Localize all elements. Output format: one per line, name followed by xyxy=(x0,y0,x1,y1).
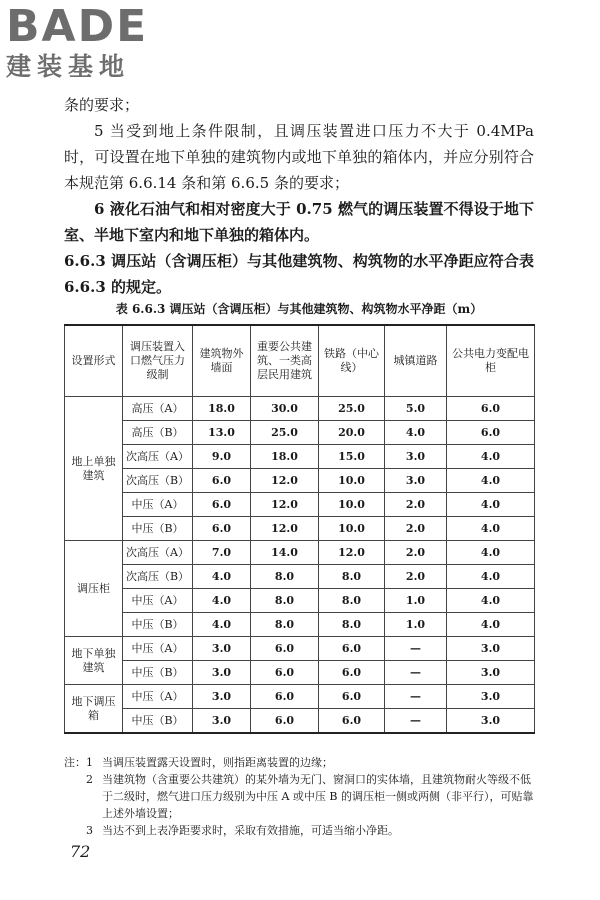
distance-cell: — xyxy=(385,709,447,734)
distance-cell: 4.0 xyxy=(193,613,251,637)
pressure-class-cell: 中压（A） xyxy=(123,637,193,661)
pressure-class-cell: 高压（B） xyxy=(123,421,193,445)
distance-cell: 4.0 xyxy=(193,589,251,613)
distance-cell: 4.0 xyxy=(447,589,535,613)
distance-cell: 8.0 xyxy=(319,613,385,637)
logo-subtitle: 建装基地 xyxy=(6,52,131,81)
distance-cell: — xyxy=(385,661,447,685)
distance-cell: 20.0 xyxy=(319,421,385,445)
note-text: 当达不到上表净距要求时，采取有效措施，可适当缩小净距。 xyxy=(102,824,399,837)
distance-cell: 3.0 xyxy=(385,445,447,469)
table-row xyxy=(65,589,535,613)
note-text: 当建筑物（含重要公共建筑）的某外墙为无门、窗洞口的实体墙，且建筑物耐火等级不低于二级时，燃气进口压力级别为中压 A 或中压 B 的调压柜一侧或两侧（非平行），可贴靠上述外墙设置； xyxy=(102,773,534,820)
table-row xyxy=(65,661,535,685)
table-row xyxy=(65,493,535,517)
pressure-class-cell: 中压（A） xyxy=(123,493,193,517)
distance-cell: 8.0 xyxy=(319,565,385,589)
distance-cell: 10.0 xyxy=(319,493,385,517)
pressure-class-cell: 中压（B） xyxy=(123,709,193,734)
distance-cell: — xyxy=(385,637,447,661)
group-form-cell: 地上单独建筑 xyxy=(65,397,123,541)
distance-cell: 13.0 xyxy=(193,421,251,445)
note-item xyxy=(64,822,534,839)
note-text: 当调压装置露天设置时，则指距离装置的边缘； xyxy=(102,756,333,769)
pressure-class-cell: 中压（A） xyxy=(123,685,193,709)
distance-cell: 7.0 xyxy=(193,541,251,565)
distance-cell: 18.0 xyxy=(193,397,251,421)
distance-cell: 4.0 xyxy=(447,445,535,469)
distance-cell: 8.0 xyxy=(251,565,319,589)
logo xyxy=(6,1,186,82)
distance-cell: 12.0 xyxy=(251,469,319,493)
group-form-cell: 地下调压箱 xyxy=(65,685,123,734)
table-header-row xyxy=(65,325,535,397)
distance-cell: 12.0 xyxy=(251,493,319,517)
table-row xyxy=(65,421,535,445)
pressure-class-cell: 次高压（B） xyxy=(123,565,193,589)
pressure-class-cell: 高压（A） xyxy=(123,397,193,421)
paragraph-clause-6-6-3: 6.6.3 调压站（含调压柜）与其他建筑物、构筑物的水平净距应符合表 6.6.3 的规定。 xyxy=(64,252,534,296)
distance-cell: 3.0 xyxy=(193,685,251,709)
note-number: 2 xyxy=(86,773,93,786)
page-number: 72 xyxy=(70,842,91,861)
distance-cell: 4.0 xyxy=(447,541,535,565)
distance-cell: 4.0 xyxy=(447,565,535,589)
distance-cell: 3.0 xyxy=(193,709,251,734)
distance-cell: 3.0 xyxy=(193,661,251,685)
logo-wordmark: BADE xyxy=(6,1,149,52)
group-form-cell: 调压柜 xyxy=(65,541,123,637)
distance-cell: 3.0 xyxy=(385,469,447,493)
table-row xyxy=(65,445,535,469)
distance-cell: 2.0 xyxy=(385,493,447,517)
distance-cell: 4.0 xyxy=(193,565,251,589)
group-form-cell: 地下单独建筑 xyxy=(65,637,123,685)
header-cell: 公共电力变配电柜 xyxy=(447,325,535,397)
note-item xyxy=(64,771,534,822)
distance-cell: 6.0 xyxy=(193,493,251,517)
table-row xyxy=(65,517,535,541)
distance-cell: 2.0 xyxy=(385,541,447,565)
note-item xyxy=(64,754,534,771)
distance-cell: 12.0 xyxy=(319,541,385,565)
distance-cell: 8.0 xyxy=(251,589,319,613)
header-cell: 建筑物外墙面 xyxy=(193,325,251,397)
distance-cell: 14.0 xyxy=(251,541,319,565)
distance-cell: 3.0 xyxy=(447,709,535,734)
paragraph-continuation: 条的要求； xyxy=(64,96,140,114)
header-cell: 铁路（中心线） xyxy=(319,325,385,397)
distance-cell: 6.0 xyxy=(319,685,385,709)
distance-cell: 6.0 xyxy=(319,637,385,661)
table-row xyxy=(65,541,535,565)
distance-cell: 4.0 xyxy=(447,517,535,541)
table-row xyxy=(65,685,535,709)
distance-cell: 6.0 xyxy=(251,661,319,685)
distance-cell: 1.0 xyxy=(385,589,447,613)
distance-cell: 15.0 xyxy=(319,445,385,469)
distance-cell: 5.0 xyxy=(385,397,447,421)
distance-cell: 25.0 xyxy=(251,421,319,445)
distance-cell: 4.0 xyxy=(447,469,535,493)
distance-cell: 30.0 xyxy=(251,397,319,421)
table-notes xyxy=(64,754,534,839)
table-row xyxy=(65,637,535,661)
pressure-class-cell: 中压（B） xyxy=(123,661,193,685)
distance-cell: 2.0 xyxy=(385,565,447,589)
distance-cell: 6.0 xyxy=(447,397,535,421)
distance-cell: 6.0 xyxy=(251,637,319,661)
distance-cell: 25.0 xyxy=(319,397,385,421)
distance-cell: — xyxy=(385,685,447,709)
distance-cell: 6.0 xyxy=(319,709,385,734)
distance-cell: 6.0 xyxy=(447,421,535,445)
distance-cell: 9.0 xyxy=(193,445,251,469)
distance-cell: 4.0 xyxy=(447,613,535,637)
distance-cell: 6.0 xyxy=(193,469,251,493)
table-row xyxy=(65,469,535,493)
paragraph-item-6: 6 液化石油气和相对密度大于 0.75 燃气的调压装置不得设于地下室、半地下室内和地下单独的箱体内。 xyxy=(64,200,534,244)
distance-cell: 8.0 xyxy=(251,613,319,637)
pressure-class-cell: 中压（B） xyxy=(123,613,193,637)
distance-cell: 10.0 xyxy=(319,517,385,541)
table-row xyxy=(65,709,535,734)
pressure-class-cell: 次高压（A） xyxy=(123,445,193,469)
pressure-class-cell: 中压（A） xyxy=(123,589,193,613)
table-row xyxy=(65,397,535,421)
header-cell: 城镇道路 xyxy=(385,325,447,397)
distance-cell: 3.0 xyxy=(447,685,535,709)
note-number: 3 xyxy=(86,824,93,837)
distance-cell: 2.0 xyxy=(385,517,447,541)
header-cell: 设置形式 xyxy=(65,325,123,397)
distance-cell: 12.0 xyxy=(251,517,319,541)
distance-cell: 18.0 xyxy=(251,445,319,469)
header-cell: 重要公共建筑、一类高层民用建筑 xyxy=(251,325,319,397)
table-row xyxy=(65,565,535,589)
distance-cell: 4.0 xyxy=(385,421,447,445)
body-text xyxy=(64,92,534,300)
pressure-class-cell: 中压（B） xyxy=(123,517,193,541)
distance-cell: 3.0 xyxy=(447,637,535,661)
distance-cell: 6.0 xyxy=(251,685,319,709)
distance-cell: 4.0 xyxy=(447,493,535,517)
distance-cell: 3.0 xyxy=(447,661,535,685)
distance-cell: 10.0 xyxy=(319,469,385,493)
distance-cell: 3.0 xyxy=(193,637,251,661)
distance-cell: 6.0 xyxy=(319,661,385,685)
notes-label: 注： xyxy=(64,756,86,769)
table-row xyxy=(65,613,535,637)
paragraph-item-5: 5 当受到地上条件限制，且调压装置进口压力不大于 0.4MPa 时，可设置在地下单独的建筑物内或地下单独的箱体内，并应分别符合本规范第 6.6.14 条和第 6.6.5 条的要求； xyxy=(64,122,534,192)
distance-cell: 1.0 xyxy=(385,613,447,637)
distance-cell: 6.0 xyxy=(251,709,319,734)
distance-cell: 8.0 xyxy=(319,589,385,613)
table-caption: 表 6.6.3 调压站（含调压柜）与其他建筑物、构筑物水平净距（m） xyxy=(115,302,483,316)
header-cell: 调压装置入口燃气压力级制 xyxy=(123,325,193,397)
pressure-class-cell: 次高压（B） xyxy=(123,469,193,493)
table-body xyxy=(65,397,535,734)
note-number: 1 xyxy=(86,756,93,769)
clearance-table xyxy=(64,324,535,734)
pressure-class-cell: 次高压（A） xyxy=(123,541,193,565)
distance-cell: 6.0 xyxy=(193,517,251,541)
